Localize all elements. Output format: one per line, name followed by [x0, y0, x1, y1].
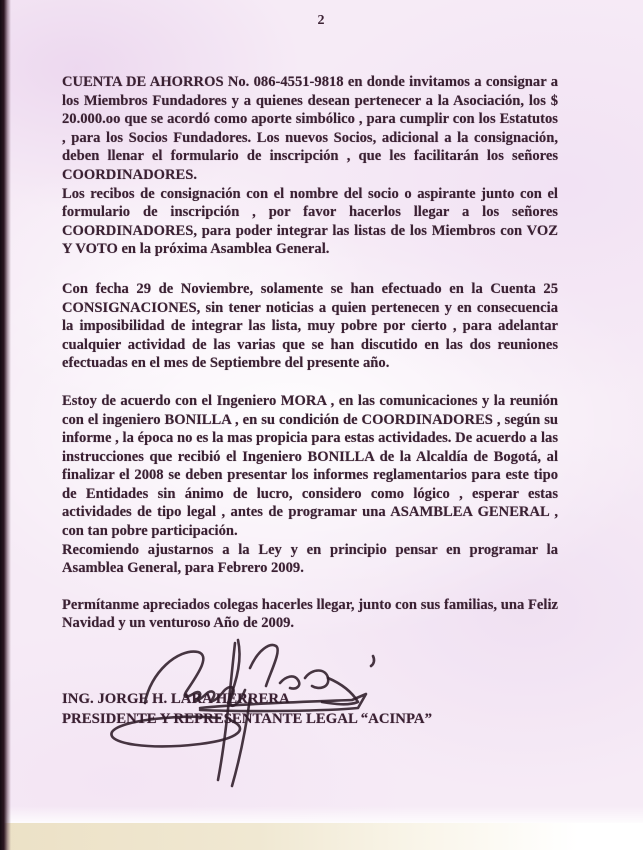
paragraph-november-deposits: Con fecha 29 de Noviembre, solamente se han efectuado en la Cuenta 25 CONSIGNACIONES, sin tener noticias a quien pertenecen y en consecuencia la imposibilidad de integrar las lista, muy pobre por cierto , para adelantar cualquier actividad de las varias que se han discutido en las dos reuniones efectuadas en el mes de Septiembre del presente año.	[62, 280, 558, 372]
scan-bottom-fade	[0, 806, 643, 823]
page-number: 2	[317, 13, 326, 28]
paragraph-deposit-receipts: Los recibos de consignación con el nombre del socio o aspirante junto con el formulario de inscripción , por favor hacerlos llegar a los señores COORDINADORES, para poder integrar las listas de los Miembros con VOZ Y VOTO en la próxima Asamblea General.	[62, 185, 558, 258]
letter-body	[62, 73, 558, 633]
handwritten-signature	[90, 628, 400, 793]
scan-left-edge	[0, 0, 11, 850]
signer-name: ING. JORGE H. LARA HERRERA	[62, 691, 290, 707]
paragraph-recommendation: Recomiendo ajustarnos a la Ley y en principio pensar en programar la Asamblea General, para Febrero 2009.	[62, 541, 558, 577]
signer-title: PRESIDENTE Y REPRESENTANTE LEGAL “ACINPA”	[62, 710, 432, 727]
paragraph-agreement-mora-bonilla: Estoy de acuerdo con el Ingeniero MORA , en las comunicaciones y la reunión con el ingeniero BONILLA , en su condición de COORDINADORES , según su informe , la época no es la mas propicia para estas actividades. De acuerdo a las instrucciones que recibió el Ingeniero BONILLA de la Alcaldía de Bogotá, al finalizar el 2008 se deben presentar los informes reglamentarios para este tipo de Entidades sin ánimo de lucro, considero como lógico , esperar estas actividades de tipo legal , antes de programar una ASAMBLEA GENERAL , con tan pobre participación.	[62, 392, 558, 540]
paragraph-savings-account: CUENTA DE AHORROS No. 086-4551-9818 en donde invitamos a consignar a los Miembros Fundadores y a quienes desean pertenecer a la Asociación, los $ 20.000.oo que se acordó como aporte simbólico , para cumplir con los Estatutos , para los Socios Fundadores. Los nuevos Socios, adicional a la consignación, deben llenar el formulario de inscripción , que les facilitarán los señores COORDINADORES.	[62, 74, 558, 183]
scan-bottom-strip	[0, 823, 643, 850]
paragraph-christmas-greeting: Permítanme apreciados colegas hacerles llegar, junto con sus familias, una Feliz Navidad y un venturoso Año de 2009.	[62, 596, 558, 632]
